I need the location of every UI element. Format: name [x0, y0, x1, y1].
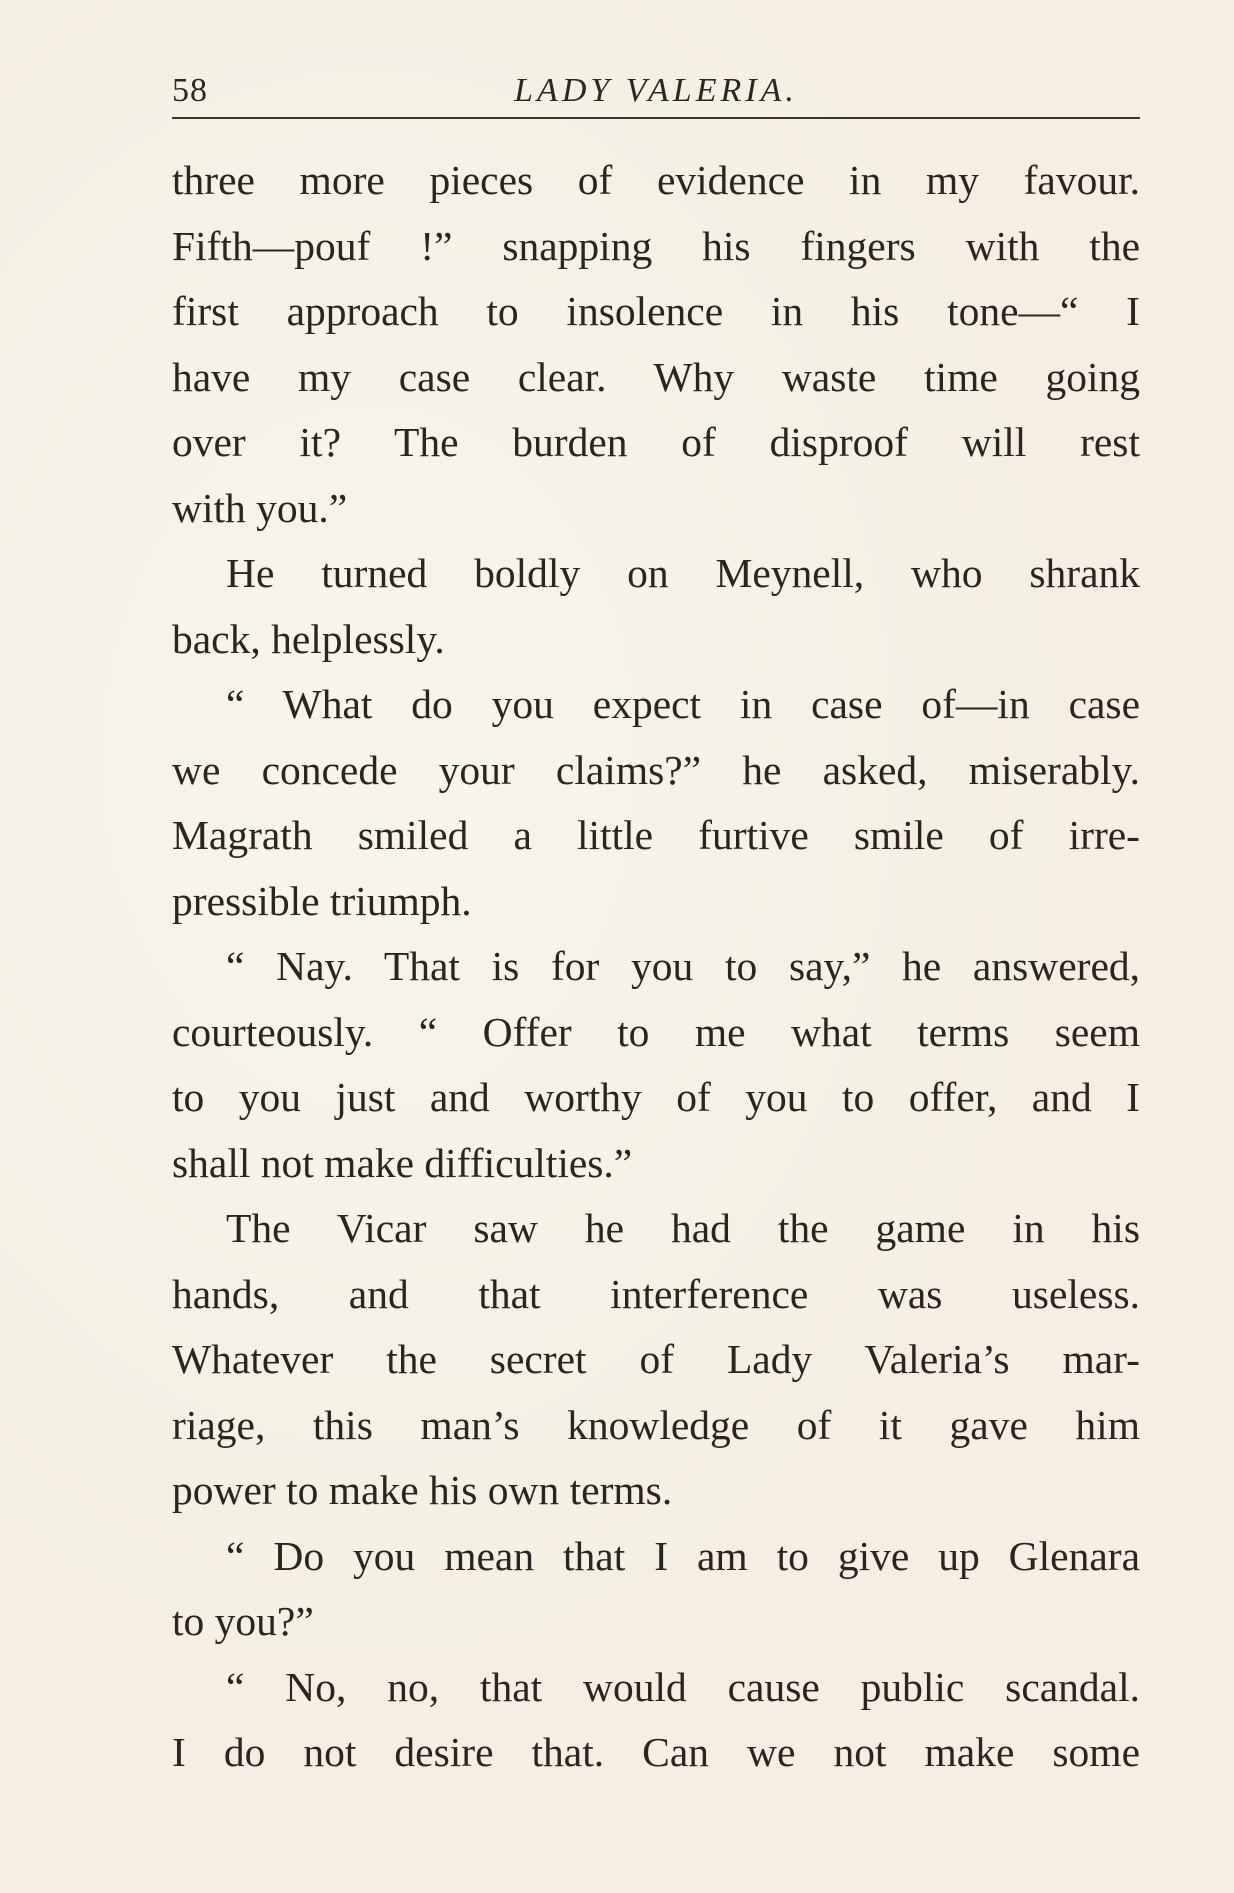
text-line: “ Do you mean that I am to give up Glenara [226, 1532, 1140, 1579]
text-line: to you?” [172, 1598, 314, 1644]
text-line: I do not desire that. Can we not make some [172, 1729, 1140, 1775]
text-line: with you.” [172, 484, 348, 531]
text-line: “ What do you expect in case of—in case [226, 681, 1140, 727]
text-line: shall not make difficulties.” [172, 1139, 633, 1186]
text-line: three more pieces of evidence in my favour. [172, 157, 1140, 203]
text-line: over it? The burden of disproof will rest [172, 419, 1140, 465]
running-title: LADY VALERIA. [514, 72, 798, 109]
body-text [172, 148, 1140, 1786]
text-line: first approach to insolence in his tone—“ I [172, 288, 1140, 334]
page-header [172, 68, 1140, 116]
page-number: 58 [172, 72, 208, 109]
text-line: “ No, no, that would cause public scandal. [226, 1663, 1140, 1710]
text-line: “ Nay. That is for you to say,” he answered, [226, 943, 1140, 989]
text-line: He turned boldly on Meynell, who shrank [226, 550, 1140, 596]
text-line: courteously. “ Offer to me what terms seem [172, 1008, 1140, 1055]
text-line: have my case clear. Why waste time going [172, 353, 1140, 400]
header-rule [172, 117, 1140, 119]
text-line: Whatever the secret of Lady Valeria’s mar- [172, 1336, 1140, 1382]
text-line: riage, this man’s knowledge of it gave him [172, 1401, 1140, 1448]
text-line: to you just and worthy of you to offer, and I [172, 1074, 1140, 1120]
text-line: pressible triumph. [172, 877, 472, 924]
text-line: Fifth—pouf !” snapping his fingers with the [172, 222, 1140, 269]
text-line: Magrath smiled a little furtive smile of irre- [172, 812, 1140, 858]
text-line: back, helplessly. [172, 615, 445, 662]
text-line: power to make his own terms. [172, 1467, 673, 1513]
text-line: hands, and that interference was useless. [172, 1270, 1140, 1317]
text-line: The Vicar saw he had the game in his [226, 1205, 1140, 1251]
text-line: we concede your claims?” he asked, miserably. [172, 746, 1140, 793]
